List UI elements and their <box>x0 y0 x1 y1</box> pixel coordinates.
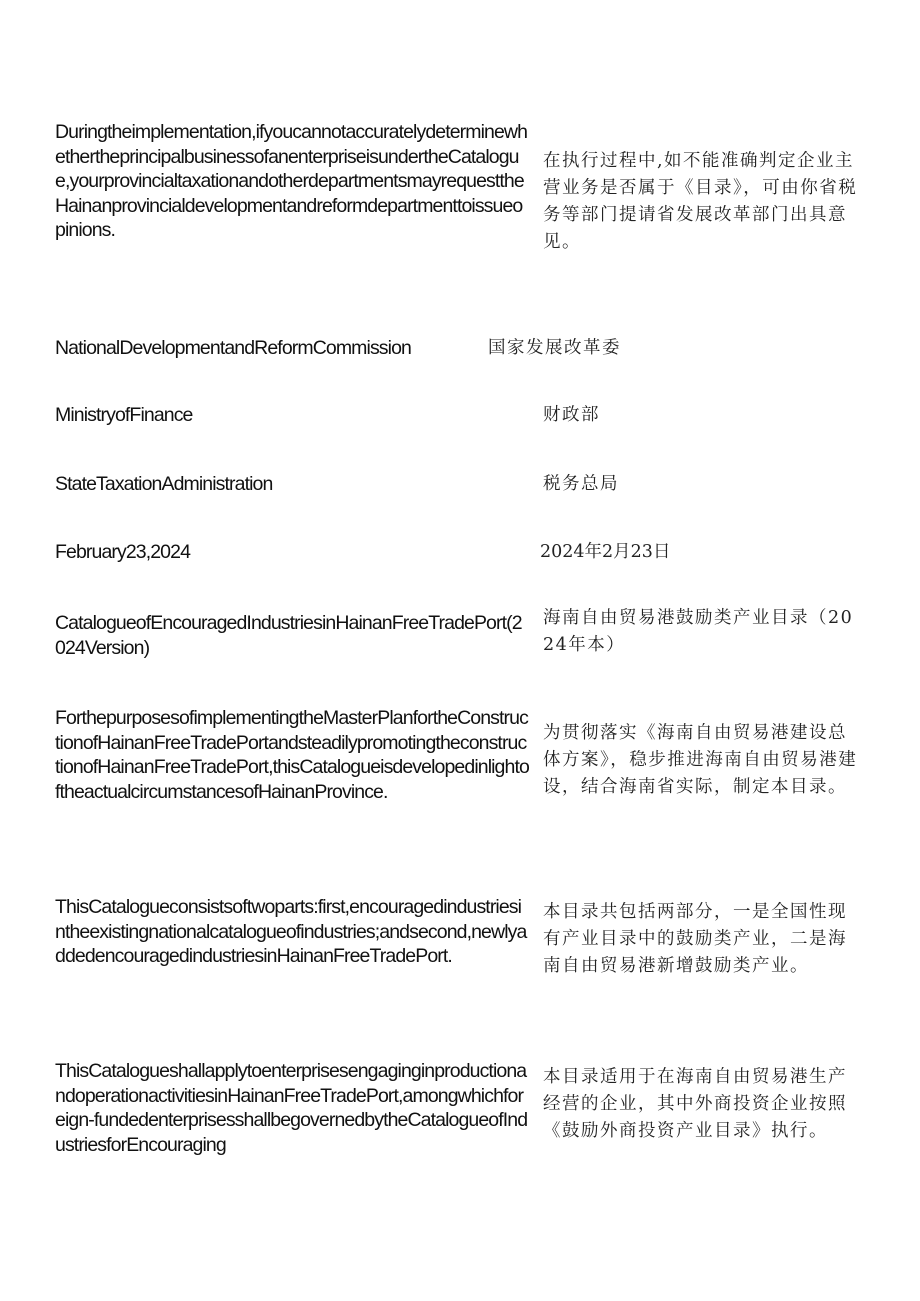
issuer-chinese: 财政部 <box>543 405 600 425</box>
paragraph-chinese: 本目录共包括两部分，一是全国性现有产业目录中的鼓励类产业，二是海南自由贸易港新增鼓励类产业。 <box>543 902 847 976</box>
issuer-english: NationalDevelopmentandReformCommission <box>55 337 411 359</box>
date-english: February23,2024 <box>55 541 191 563</box>
issuer-english: MinistryofFinance <box>55 404 193 426</box>
title-chinese: 海南自由贸易港鼓励类产业目录（2024年本） <box>543 608 854 655</box>
paragraph-english: Duringtheimplementation,ifyoucannotaccuratelydeterminewhethertheprincipalbusinessofanenterpriseisundertheCatalogue,yourprovincialtaxationandotherdepartmentsmayrequesttheHainanprovincialdevelopmentandreformdepartmenttoissueopinions. <box>55 121 528 241</box>
paragraph-english: ForthepurposesofimplementingtheMasterPlanfortheConstructionofHainanFreeTradePortandsteadilypromotingtheconstructionofHainanFreeTradePort,thisCatalogueisdevelopedinlightoftheactualcircumstancesofHainanProvince. <box>55 707 529 803</box>
paragraph-english: ThisCatalogueshallapplytoenterprisesengaginginproductionandoperationactivitiesinHainanFreeTradePort,amongwhichforeign-fundedenterprisesshallbegovernedbytheCatalogueofIndustriesforEncouraging <box>55 1060 528 1156</box>
issuer-english: StateTaxationAdministration <box>55 473 273 495</box>
date-chinese: 2024年2月23日 <box>540 542 671 562</box>
paragraph-chinese: 在执行过程中,如不能准确判定企业主营业务是否属于《目录》，可由你省税务等部门提请省发展改革部门出具意见。 <box>543 151 858 252</box>
paragraph-english: ThisCatalogueconsistsoftwoparts:first,encouragedindustriesintheexistingnationalcatalogueofindustries;andsecond,newlyaddedencouragedindustriesinHainanFreeTradePort. <box>55 896 527 967</box>
paragraph-chinese: 为贯彻落实《海南自由贸易港建设总体方案》，稳步推进海南自由贸易港建设，结合海南省实际，制定本目录。 <box>543 723 858 797</box>
paragraph-chinese: 本目录适用于在海南自由贸易港生产经营的企业，其中外商投资企业按照《鼓励外商投资产业目录》执行。 <box>543 1067 847 1141</box>
issuer-chinese: 国家发展改革委 <box>488 338 621 358</box>
issuer-chinese: 税务总局 <box>543 474 619 494</box>
title-english: CatalogueofEncouragedIndustriesinHainanFreeTradePort(2024Version) <box>55 612 522 659</box>
